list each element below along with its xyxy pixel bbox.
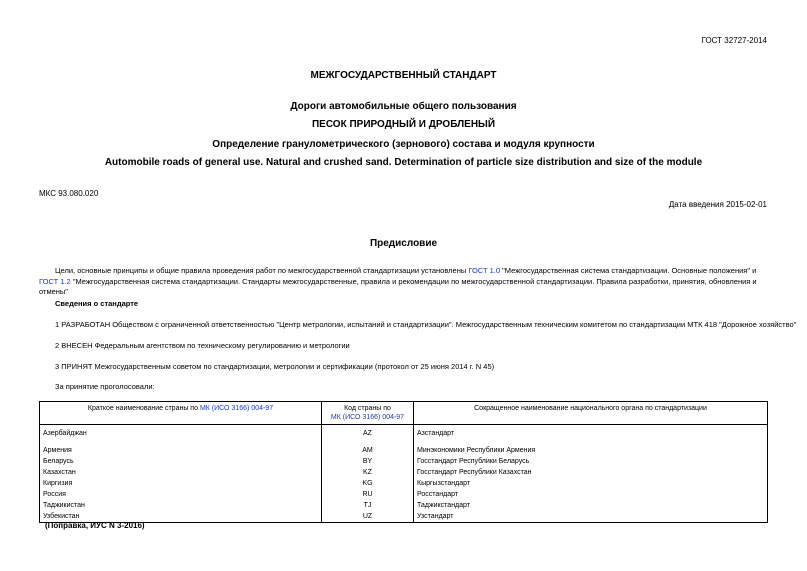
body-cell: Госстандарт Республики Беларусь <box>417 457 530 465</box>
header-body: Сокращенное наименование национального органа по стандартизации <box>414 402 768 425</box>
para-text: "Межгосударственная система стандартизации. Стандарты межгосударственные, правила и рекомендации по межгосударственной стандартизации. Правила разработки, принятия, обновления и отмены" <box>39 276 757 296</box>
title-line-2: ПЕСОК ПРИРОДНЫЙ И ДРОБЛЕНЫЙ <box>311 119 496 130</box>
code-cell: AM <box>322 445 414 456</box>
body-cell: Кыргызстандарт <box>417 479 471 487</box>
header-code: Код страны по МК (ИСО 3166) 004-97 <box>322 402 414 425</box>
table-header-row <box>40 402 768 425</box>
table-row <box>40 511 768 523</box>
table-row <box>40 489 768 500</box>
mks-code: МКС 93.080.020 <box>39 189 99 198</box>
table-row <box>40 478 768 489</box>
standard-header: МЕЖГОСУДАРСТВЕННЫЙ СТАНДАРТ <box>310 70 497 81</box>
table-row <box>40 425 768 446</box>
code-cell: TJ <box>322 500 414 511</box>
country-cell: Армения <box>40 445 322 456</box>
code-cell: KZ <box>322 467 414 478</box>
code-cell: BY <box>322 456 414 467</box>
country-cell: Таджикистан <box>40 500 322 511</box>
item-introduced: 2 ВНЕСЕН Федеральным агентством по техническому регулированию и метрологии <box>55 341 350 350</box>
country-cell: Казахстан <box>40 467 322 478</box>
gost-1-0-link[interactable]: ГОСТ 1.0 <box>468 266 501 275</box>
mk-iso-link[interactable]: МК (ИСО 3166) 004-97 <box>199 405 274 412</box>
document-number: ГОСТ 32727-2014 <box>701 36 767 45</box>
country-cell: Беларусь <box>40 456 322 467</box>
country-cell: Киргизия <box>40 478 322 489</box>
table-body <box>40 425 768 523</box>
item-developed: 1 РАЗРАБОТАН Обществом с ограниченной ответственностью "Центр метрологии, испытаний и стандартизации". Межгосударственным техническим комитетом по стандартизации МТК 418 "Дорожное хозяйство" <box>55 320 797 329</box>
table-row <box>40 445 768 456</box>
voting-table <box>39 401 768 523</box>
country-cell: Азербайджан <box>40 425 322 446</box>
introduction-date: Дата введения 2015-02-01 <box>668 200 767 209</box>
para-text: "Межгосударственная система стандартизации. Основные положения" и <box>500 266 757 275</box>
title-english: Automobile roads of general use. Natural and crushed sand. Determination of particle size distribution and size of the module <box>104 157 703 168</box>
title-line-3: Определение гранулометрического (зернового) состава и модуля крупности <box>212 139 595 150</box>
body-cell: Минэкономики Республики Армения <box>417 446 536 454</box>
para-text: Цели, основные принципы и общие правила проведения работ по межгосударственной стандартизации установлены <box>55 266 469 275</box>
mk-iso-link[interactable]: МК (ИСО 3166) 004-97 <box>330 414 405 421</box>
item-adopted: 3 ПРИНЯТ Межгосударственным советом по стандартизации, метрологии и сертификации (протокол от 25 июня 2014 г. N 45) <box>55 362 495 371</box>
table-row <box>40 456 768 467</box>
body-cell: Госстандарт Республики Казахстан <box>417 468 532 476</box>
header-country: Краткое наименование страны по МК (ИСО 3166) 004-97 <box>40 402 322 425</box>
body-cell: Узстандарт <box>417 512 454 520</box>
amendment-note: (Поправка, ИУС N 3-2016) <box>45 521 145 530</box>
code-cell: RU <box>322 489 414 500</box>
title-line-1: Дороги автомобильные общего пользования <box>290 101 517 112</box>
body-cell: Азстандарт <box>417 430 455 437</box>
preface-paragraph <box>39 266 773 298</box>
code-cell: AZ <box>322 425 414 446</box>
body-cell: Росстандарт <box>417 490 459 498</box>
preface-title: Предисловие <box>369 238 438 249</box>
table-row <box>40 467 768 478</box>
code-cell: KG <box>322 478 414 489</box>
code-cell: UZ <box>322 511 414 523</box>
voted-label: За принятие проголосовали: <box>55 382 155 391</box>
country-cell: Россия <box>40 489 322 500</box>
table-row <box>40 500 768 511</box>
gost-1-2-link[interactable]: ГОСТ 1.2 <box>39 276 71 286</box>
info-heading: Сведения о стандарте <box>55 299 139 308</box>
body-cell: Таджикстандарт <box>417 501 470 509</box>
country-cell: Узбекистан <box>40 511 322 523</box>
